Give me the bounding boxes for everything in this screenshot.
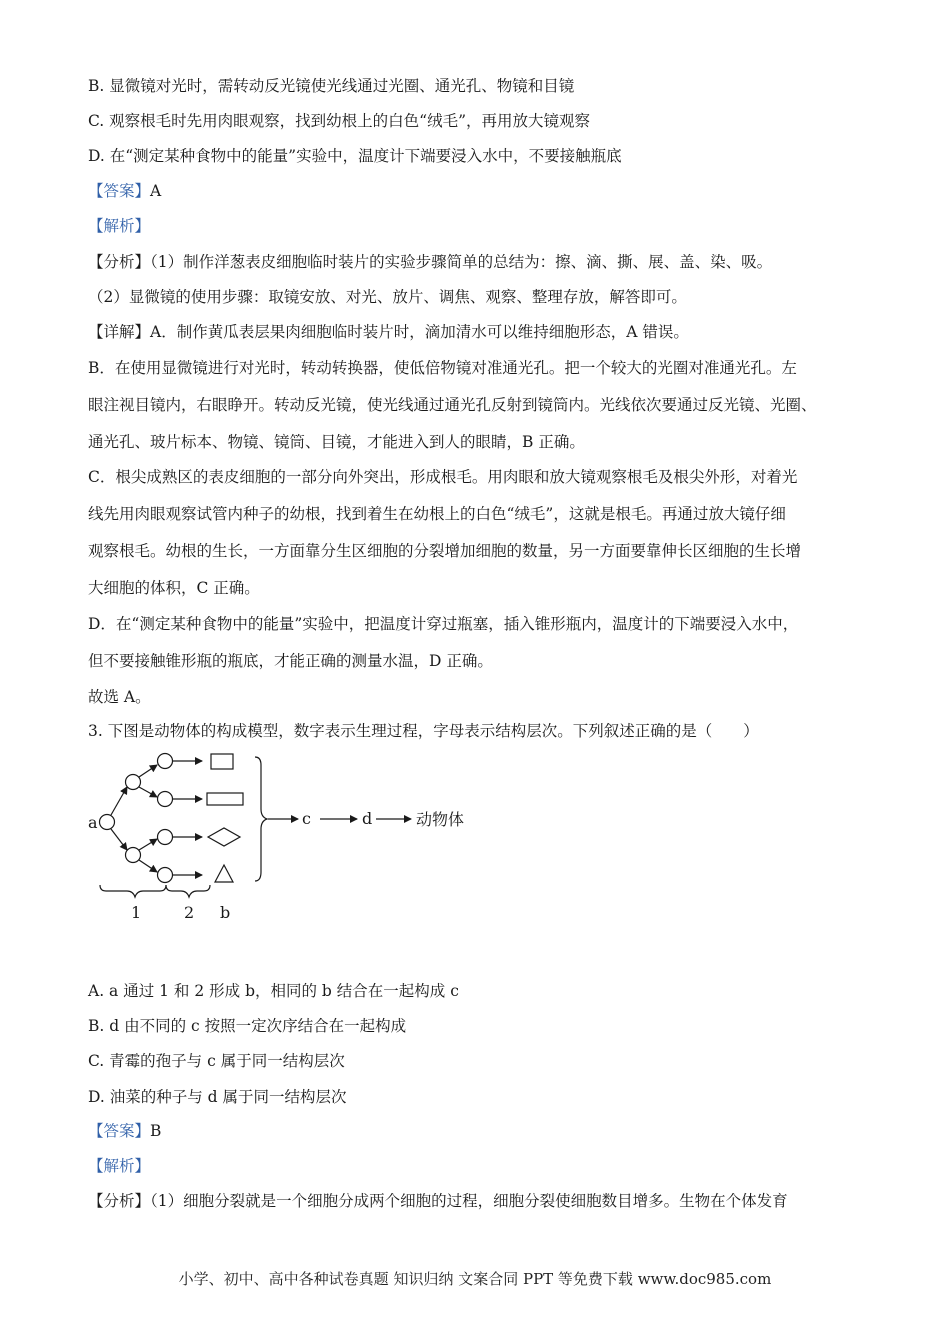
line-text: D. 油菜的种子与 d 属于同一结构层次	[88, 1088, 347, 1106]
label-b: b	[220, 903, 231, 922]
cell-circle-4	[158, 868, 173, 883]
line-text: 3. 下图是动物体的构成模型，数字表示生理过程，字母表示结构层次。下列叙述正确的是（ ）	[88, 722, 759, 740]
detail-b-line-2	[88, 394, 817, 416]
brace-process-2	[166, 885, 210, 897]
q3-option-c	[88, 1050, 345, 1072]
line-text: C. 青霉的孢子与 c 属于同一结构层次	[88, 1052, 345, 1070]
q3-explanation-line	[88, 1155, 150, 1177]
label-c: c	[302, 809, 311, 828]
q3-option-b	[88, 1015, 406, 1037]
analysis-tag: 【分析】	[88, 1192, 151, 1210]
analysis-line-2	[88, 286, 687, 308]
detail-c-line-2	[88, 503, 786, 525]
line-text: 观察根毛。幼根的生长，一方面靠分生区细胞的分裂增加细胞的数量，另一方面要靠伸长区细胞的生长增	[88, 542, 802, 560]
label-1: 1	[131, 903, 142, 922]
line-text: D. 在“测定某种食物中的能量”实验中，温度计下端要浸入水中，不要接触瓶底	[88, 147, 622, 165]
explanation-tag: 【解析】	[88, 1157, 151, 1175]
line-text: B. d 由不同的 c 按照一定次序结合在一起构成	[88, 1017, 407, 1035]
animal-structure-diagram	[80, 745, 480, 935]
cell-circle-3	[158, 830, 173, 845]
q3-option-a	[88, 980, 459, 1002]
option-b-line	[88, 75, 574, 97]
label-animal: 动物体	[416, 810, 465, 829]
cell-circle-1	[158, 754, 173, 769]
line-text: 但不要接触锥形瓶的瓶底，才能正确的测量水温，D 正确。	[88, 652, 493, 670]
line-text: B. 显微镜对光时，需转动反光镜使光线通过光圈、通光孔、物镜和目镜	[88, 77, 575, 95]
answer-value: A	[150, 182, 162, 200]
page-footer: 小学、初中、高中各种试卷真题 知识归纳 文案合同 PPT 等免费下载 www.doc985.com	[178, 1270, 772, 1288]
arrow-upper-2	[139, 787, 157, 797]
detail-d-line-1	[88, 613, 798, 635]
line-text: 眼注视目镜内，右眼睁开。转动反光镜，使光线通过通光孔反射到镜筒内。光线依次要通过反光镜、光圈、	[88, 396, 817, 414]
line-text: （2）显微镜的使用步骤：取镜安放、对光、放片、调焦、观察、整理存放，解答即可。	[88, 288, 687, 306]
line-text: 通光孔、玻片标本、物镜、镜筒、目镜，才能进入到人的眼睛，B 正确。	[88, 433, 585, 451]
option-c-line	[88, 110, 590, 132]
square-shape	[211, 754, 233, 769]
question-3-stem	[88, 720, 759, 742]
line-text: B．在使用显微镜进行对光时，转动转换器，使低倍物镜对准通光孔。把一个较大的光圈对准通光孔。左	[88, 359, 797, 377]
cell-upper-circle	[126, 775, 141, 790]
detail-b-line-1	[88, 357, 797, 379]
arrow-a-up	[111, 787, 127, 815]
line-text: （1）制作洋葱表皮细胞临时装片的实验步骤简单的总结为：擦、滴、撕、展、盖、染、吸。	[150, 253, 773, 271]
arrow-upper-1	[139, 765, 157, 777]
right-brace	[255, 757, 267, 881]
detail-tag: 【详解】	[88, 323, 151, 341]
detail-d-line-2	[88, 650, 493, 672]
label-a: a	[88, 813, 98, 832]
answer-line	[88, 180, 161, 202]
q3-answer-line	[88, 1120, 161, 1142]
rectangle-shape	[207, 793, 243, 805]
q3-option-d	[88, 1086, 347, 1108]
detail-b-line-3	[88, 431, 585, 453]
label-d: d	[362, 809, 373, 828]
conclusion-line	[88, 686, 151, 708]
label-2: 2	[184, 903, 195, 922]
line-text: 故选 A。	[88, 688, 151, 706]
cell-circle-2	[158, 792, 173, 807]
option-d-line	[88, 145, 622, 167]
line-text: D．在“测定某种食物中的能量”实验中，把温度计穿过瓶塞，插入锥形瓶内，温度计的下端要浸入水中，	[88, 615, 799, 633]
arrow-lower-2	[139, 860, 157, 872]
answer-value: B	[150, 1122, 162, 1140]
arrow-a-down	[111, 829, 127, 850]
line-text: A．制作黄瓜表层果肉细胞临时装片时，滴加清水可以维持细胞形态，A 错误。	[150, 323, 689, 341]
diamond-shape	[208, 828, 240, 846]
line-text: （1）细胞分裂就是一个细胞分成两个细胞的过程，细胞分裂使细胞数目增多。生物在个体发育	[150, 1192, 788, 1210]
detail-c-line-1	[88, 466, 797, 488]
detail-line	[88, 321, 689, 343]
analysis-tag: 【分析】	[88, 253, 151, 271]
detail-c-line-3	[88, 540, 801, 562]
line-text: 大细胞的体积，C 正确。	[88, 579, 260, 597]
q3-analysis-line	[88, 1190, 788, 1212]
explanation-line	[88, 215, 150, 237]
line-text: C. 观察根毛时先用肉眼观察，找到幼根上的白色“绒毛”，再用放大镜观察	[88, 112, 591, 130]
cell-a-circle	[100, 815, 115, 830]
triangle-shape	[215, 865, 233, 882]
cell-lower-circle	[126, 848, 141, 863]
explanation-tag: 【解析】	[88, 217, 151, 235]
line-text: A. a 通过 1 和 2 形成 b，相同的 b 结合在一起构成 c	[88, 982, 459, 1000]
answer-tag: 【答案】	[88, 1122, 151, 1140]
detail-c-line-4	[88, 577, 260, 599]
arrow-lower-1	[139, 839, 157, 850]
analysis-line	[88, 251, 772, 273]
answer-tag: 【答案】	[88, 182, 151, 200]
line-text: C．根尖成熟区的表皮细胞的一部分向外突出，形成根毛。用肉眼和放大镜观察根毛及根尖外形，对着光	[88, 468, 798, 486]
line-text: 线先用肉眼观察试管内种子的幼根，找到着生在幼根上的白色“绒毛”，这就是根毛。再通过放大镜仔细	[88, 505, 786, 523]
brace-process-1	[100, 885, 166, 897]
